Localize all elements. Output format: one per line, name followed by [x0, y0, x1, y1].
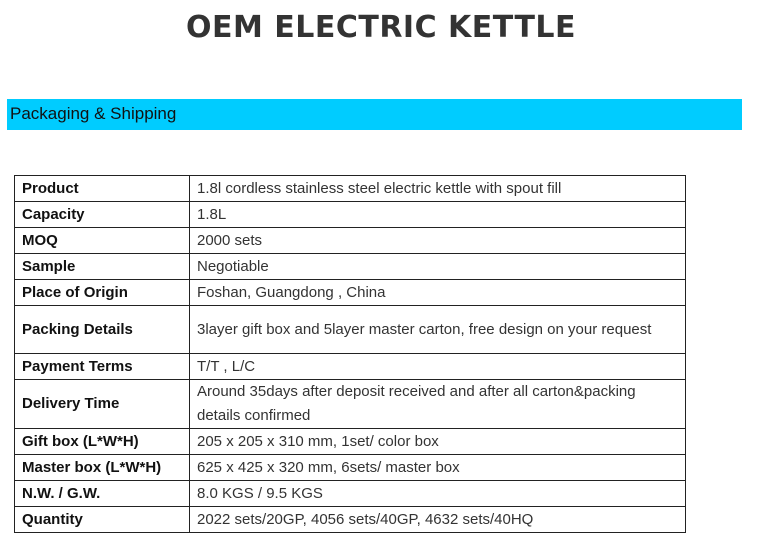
table-row [15, 254, 686, 280]
row-value: 8.0 KGS / 9.5 KGS [190, 481, 686, 507]
row-key: Delivery Time [15, 380, 190, 429]
row-value: 2000 sets [190, 228, 686, 254]
table-row [15, 202, 686, 228]
row-value: Foshan, Guangdong , China [190, 280, 686, 306]
row-value: Negotiable [190, 254, 686, 280]
table-row [15, 507, 686, 533]
row-key: Place of Origin [15, 280, 190, 306]
table-row [15, 455, 686, 481]
row-key: Product [15, 176, 190, 202]
row-key: Gift box (L*W*H) [15, 429, 190, 455]
table-row [15, 429, 686, 455]
section-header-bar [7, 99, 742, 130]
row-key: Master box (L*W*H) [15, 455, 190, 481]
row-value: 1.8l cordless stainless steel electric kettle with spout fill [190, 176, 686, 202]
row-key: MOQ [15, 228, 190, 254]
row-key: N.W. / G.W. [15, 481, 190, 507]
page-title: OEM ELECTRIC KETTLE [185, 10, 577, 45]
row-value: 625 x 425 x 320 mm, 6sets/ master box [190, 455, 686, 481]
table-row [15, 354, 686, 380]
table-row [15, 481, 686, 507]
table-row [15, 228, 686, 254]
row-key: Payment Terms [15, 354, 190, 380]
row-value: Around 35days after deposit received and after all carton&packing details confirmed [190, 380, 686, 429]
table-row [15, 176, 686, 202]
section-header-label: Packaging & Shipping [10, 104, 177, 123]
row-key: Sample [15, 254, 190, 280]
table-row [15, 280, 686, 306]
row-value: 205 x 205 x 310 mm, 1set/ color box [190, 429, 686, 455]
table-row [15, 306, 686, 354]
row-key: Capacity [15, 202, 190, 228]
table-row [15, 380, 686, 429]
spec-table [14, 175, 686, 533]
row-value: 1.8L [190, 202, 686, 228]
row-key: Packing Details [15, 306, 190, 354]
row-value: 2022 sets/20GP, 4056 sets/40GP, 4632 sets/40HQ [190, 507, 686, 533]
row-key: Quantity [15, 507, 190, 533]
row-value: 3layer gift box and 5layer master carton, free design on your request [190, 306, 686, 354]
row-value: T/T , L/C [190, 354, 686, 380]
